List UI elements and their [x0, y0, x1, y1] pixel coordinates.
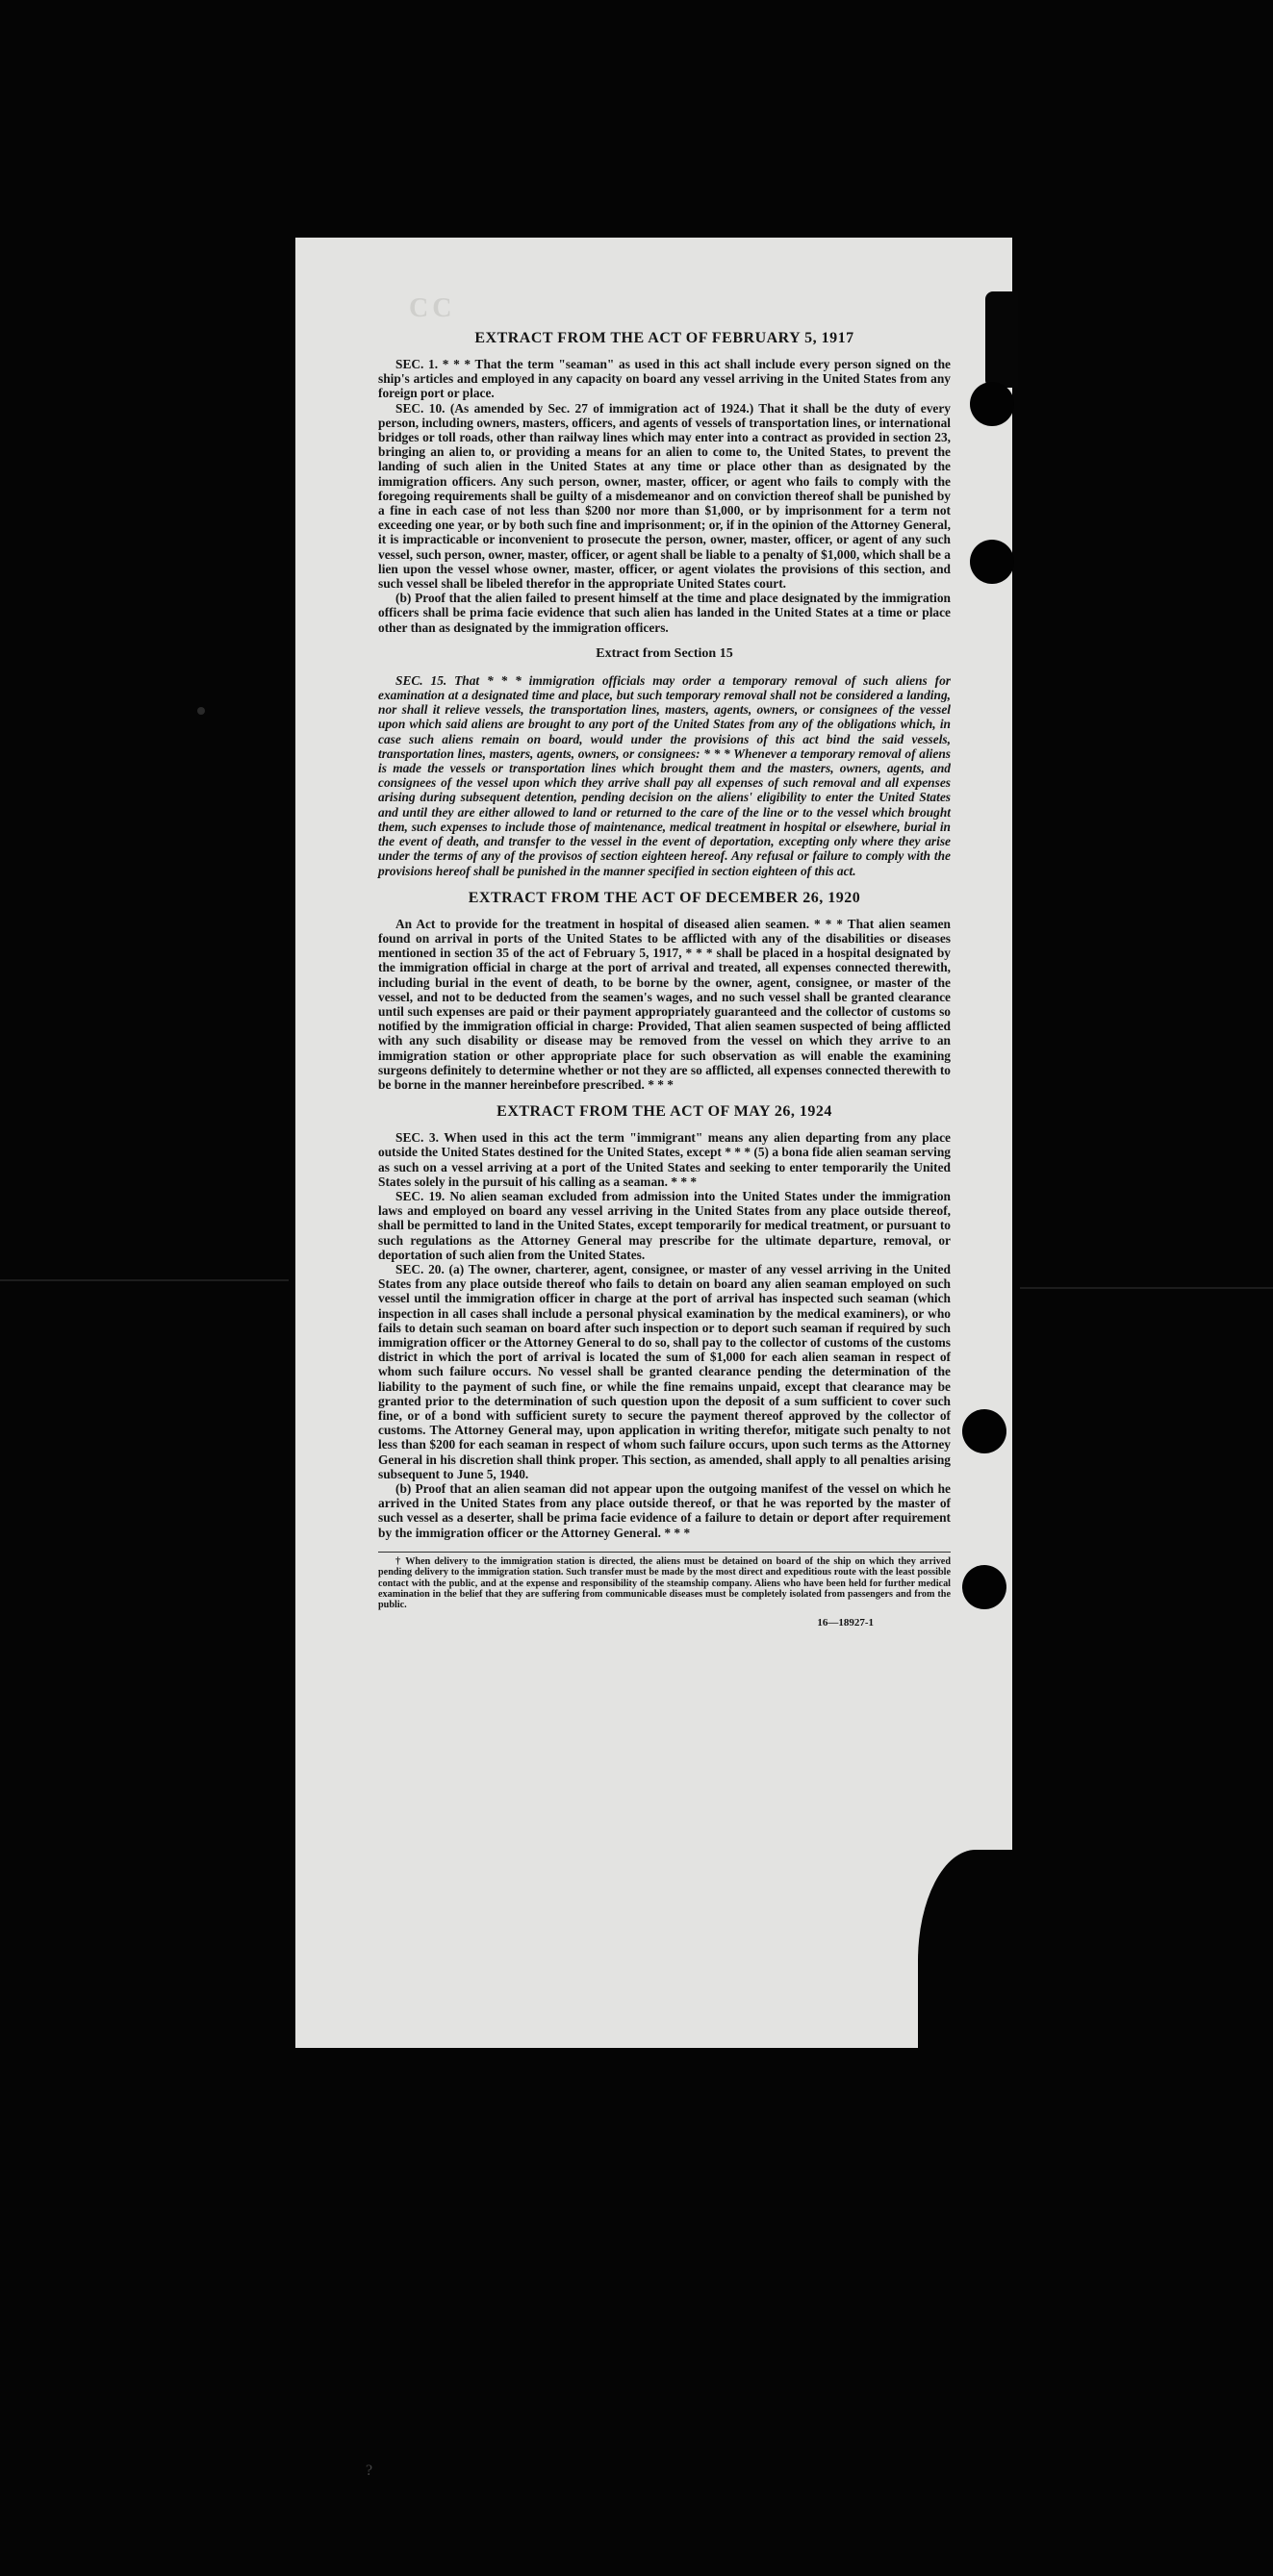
film-line-right: [1020, 1287, 1273, 1289]
footnote-text: † When delivery to the immigration station is directed, the aliens must be detained on board of the ship on which they arrived pending delivery to the immigration station. Such transfer must be made by the most direct and expeditious route with the least possible contact with the public, and at the expense and responsibility of the steamship company. Aliens who have been held for further medical examination in the belief that they are suffering from communicable diseases must be completely isolated from passengers and from the public.: [378, 1555, 951, 1611]
section-act-1917: [378, 330, 951, 635]
film-marking: ?: [366, 2462, 373, 2479]
paragraph: (b) Proof that an alien seaman did not appear upon the outgoing manifest of the vessel on which he arrived in the United States from any place outside thereof, or that he was reported by the master of such vessel as a deserter, shall be prima facie evidence of a failure to detain or deport after requirement by the immigration officer or the Attorney General. * * *: [378, 1481, 951, 1540]
paragraph: (b) Proof that the alien failed to present himself at the time and place designated by the immigration officers shall be prima facie evidence that such alien has landed in the United States at a time or place other than as designated by the immigration officers.: [378, 591, 951, 635]
binding-edge-top: [985, 291, 1018, 388]
section-heading: EXTRACT FROM THE ACT OF FEBRUARY 5, 1917: [474, 330, 854, 346]
paragraph: SEC. 3. When used in this act the term "immigrant" means any alien departing from any place outside the United States destined for the United States, except * * * (5) a bona fide alien seaman serving as such on a vessel arriving at a port of the United States and seeking to enter temporarily the United States solely in the pursuit of his calling as a seaman. * * *: [378, 1130, 951, 1189]
section-act-1924: [378, 1103, 951, 1540]
punch-hole: [962, 1409, 1006, 1453]
punch-hole: [962, 1565, 1006, 1609]
section-heading: EXTRACT FROM THE ACT OF DECEMBER 26, 1920: [468, 889, 861, 906]
paragraph: SEC. 20. (a) The owner, charterer, agent, consignee, or master of any vessel arriving in the United States from any place outside thereof who fails to detain on board any alien seaman employed on such vessel until the immigration officer in charge at the port of arrival has inspected such seaman (which inspection in all cases shall include a personal physical examination by the medical examiners), or who fails to detain such seaman on board after such inspection or to deport such seaman if required by such immigration officer or the Attorney General to do so, shall pay to the collector of customs of the customs district in which the port of arrival is located the sum of $1,000 for each alien seaman in respect of whom such failure occurs. No vessel shall be granted clearance pending the determination of the liability to the payment of such fine, or while the fine remains unpaid, except that clearance may be granted prior to the determination of such question upon the deposit of a sum sufficient to cover such fine, or of a bond with sufficient surety to secure the payment thereof approved by the collector of customs. The Attorney General may, upon application in writing therefor, mitigate such penalty to not less than $200 for each seaman in respect of whom such failure occurs, upon such terms as the Attorney General in his discretion shall think proper. This section, as amended, shall apply to all penalties arising subsequent to June 5, 1940.: [378, 1261, 951, 1481]
section-15-extract: [378, 646, 951, 878]
form-number: 16—18927-1: [817, 1616, 874, 1629]
film-line-left: [0, 1279, 289, 1281]
section-heading: EXTRACT FROM THE ACT OF MAY 26, 1924: [496, 1103, 832, 1121]
punch-hole: [970, 382, 1014, 426]
torn-corner: [918, 1850, 1014, 2052]
paragraph: SEC. 1. * * * That the term "seaman" as used in this act shall include every person signed on the ship's articles and employed in any capacity on board any vessel arriving in the United States from any foreign port or place.: [378, 357, 951, 401]
section-subheading: Extract from Section 15: [596, 645, 733, 661]
paragraph: SEC. 15. That * * * immigration officials may order a temporary removal of such aliens for examination at a designated time and place, but such temporary removal shall not be considered a landing, nor shall it relieve vessels, the transportation lines, masters, agents, owners, or consignees of the vessel upon which said aliens are brought to any port of the United States from any of the obligations which, in case such aliens remain on board, would under the provisions of this act bind the said vessels, transportation lines, masters, agents, owners, or consignees: * * * Whenever a temporary removal of aliens is made the vessels or transportation lines which brought them and the masters, owners, agents, and consignees of the vessel upon which they arrive shall pay all expenses of such removal and all expenses arising during subsequent detention, pending decision on the aliens' eligibility to enter the United States and until they are either allowed to land or returned to the care of the line or to the vessel which brought them, such expenses to include those of maintenance, medical treatment in hospital or elsewhere, burial in the event of death, and transfer to the vessel in the event of deportation, excepting only where they arise under the terms of any of the provisos of section eighteen hereof. Any refusal or failure to comply with the provisions hereof shall be punished in the manner specified in section eighteen of this act.: [378, 672, 951, 878]
paragraph: An Act to provide for the treatment in hospital of diseased alien seamen. * * * That alien seamen found on arrival in ports of the United States to be afflicted with any of the disabilities or diseases mentioned in section 35 of the act of February 5, 1917, * * * shall be placed in a hospital designated by the immigration official in charge at the port of arrival and treated, all expenses connected therewith, including burial in the event of death, to be borne by the owner, agent, consignee, or master of the vessel, and not to be deducted from the seamen's wages, and no such vessel shall be granted clearance until such expenses are paid or their payment appropriately guaranteed and the collector of customs so notified by the immigration official in charge: Provided, That alien seamen suspected of being afflicted with any such disability or disease may be removed from the vessel on which they arrive to an immigration station or other appropriate place for such observation as will enable the examining surgeons definitely to determine whether or not they are so afflicted, all expenses connected therewith to be borne in the manner hereinbefore prescribed. * * *: [378, 916, 951, 1092]
section-act-1920: [378, 890, 951, 1092]
punch-hole: [970, 540, 1014, 584]
footnote: [378, 1552, 951, 1611]
scan-mark: [197, 707, 205, 715]
document-page: [295, 238, 1012, 2048]
paragraph: SEC. 10. (As amended by Sec. 27 of immigration act of 1924.) That it shall be the duty of every person, including owners, masters, officers, and agents of vessels of transportation lines, or international bridges or toll roads, other than railway lines which may enter into a contract as provided in section 23, bringing an alien to, or providing a means for an alien to come to, the United States, to prevent the landing of such alien in the United States at any time or place other than as designated by the immigration officers. Any such person, owner, master, officer, or agent who fails to comply with the foregoing requirements shall be guilty of a misdemeanor and on conviction thereof shall be punished by a fine in each case of not less than $200 nor more than $1,000, or by imprisonment for a term not exceeding one year, or by both such fine and imprisonment; or, if in the opinion of the Attorney General, it is impracticable or inconvenient to prosecute the person, owner, master, officer, or agent of any such vessel, such person, owner, master, officer, or agent shall be liable to a penalty of $1,000, which shall be a lien upon the vessel whose owner, master, officer, or agent violates the provisions of this section, and such vessel shall be libeled therefor in the appropriate United States court.: [378, 400, 951, 592]
paragraph: SEC. 19. No alien seaman excluded from admission into the United States under the immigration laws and employed on board any vessel arriving in the United States from any place outside thereof, shall be permitted to land in the United States, except temporarily for medical treatment, or pursuant to such regulations as the Attorney General may prescribe for the ultimate departure, removal, or deportation of such alien from the United States.: [378, 1188, 951, 1262]
faded-stamp: CC: [409, 293, 456, 323]
